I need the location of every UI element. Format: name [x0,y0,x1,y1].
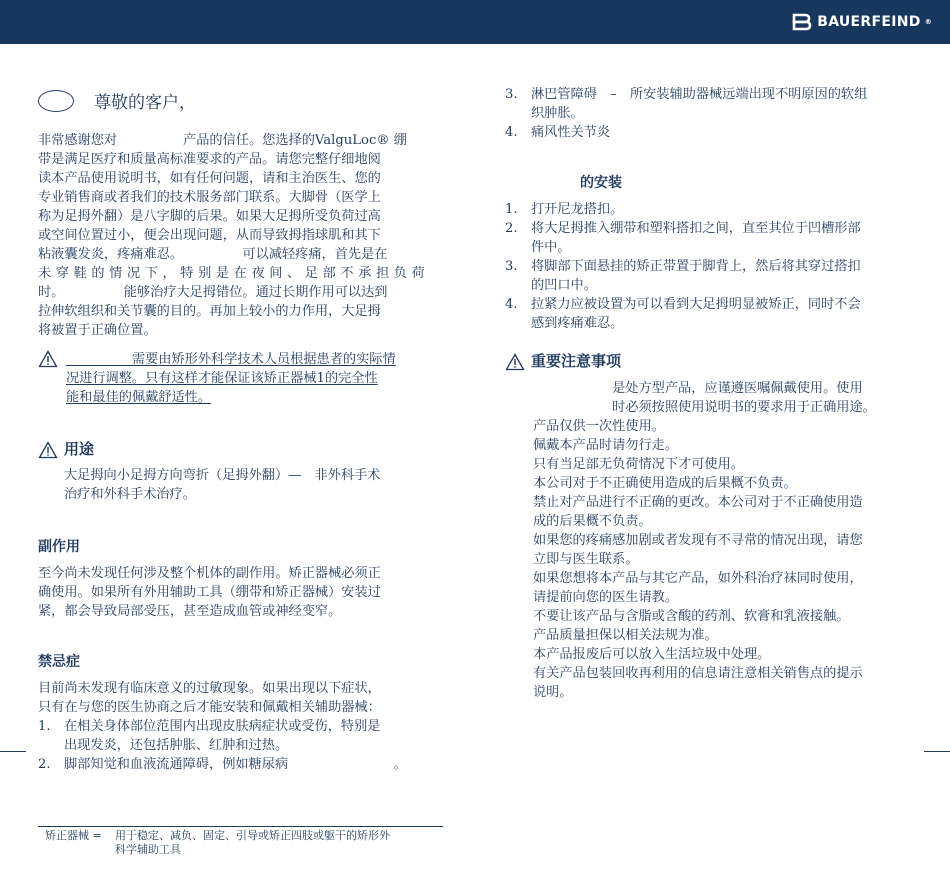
fitting-warning [38,350,444,407]
side-effects-line: 至今尚未发现任何涉及整个机体的副作用。矫正器械必须正 [38,566,381,581]
notes-line: 本产品报废后可以放入生活垃圾中处理。 [533,647,771,662]
footnote-divider [38,826,443,827]
intro-line: 称为足拇外翻）是八字脚的后果。如果大足拇所受负荷过高 [38,209,381,224]
list-item [505,123,913,142]
greeting-row [38,88,196,113]
installation-list [505,200,913,333]
contraindications-heading: 禁忌症 [38,654,80,670]
intro-line: 未穿鞋的情况下，特别是在夜间、足部不承担负荷 [38,266,430,281]
intro-line: 或空间位置过小，便会出现问题，从而导致拇指球肌和其下 [38,228,381,243]
usage-line: 大足拇向小足拇方向弯折（足拇外翻）— 非外科手术 [64,468,381,483]
brand-reg: ® [924,18,932,26]
footnote-term: 矫正器械 = [45,829,102,842]
list-line: 脚部知觉和血液流通障碍，例如糖尿病 。 [64,757,407,772]
notes-line: 说明。 [533,685,573,700]
list-line: 将大足拇推入绷带和塑料搭扣之间，直至其位于凹槽形部 [531,221,861,236]
notes-line: 禁止对产品进行不正确的更改。本公司对于不正确使用造 [533,495,863,510]
intro-line: 粘液囊发炎，疼痛难忍。 可以减轻疼痛，首先是在 [38,247,388,262]
list-item [505,85,913,123]
footnote-line: 用于稳定、减负、固定、引导或矫正四肢或躯干的矫形外 [115,829,390,842]
list-line: 在相关身体部位范围内出现皮肤病症状或受伤，特别是 [64,719,381,734]
greeting: 尊敬的客户， [94,93,196,113]
notes-line: 只有当足部无负荷情况下才可使用。 [533,457,744,472]
warning-icon [505,353,525,371]
intro-line: 将被置于正确位置。 [38,323,157,338]
bauerfeind-logo-icon [791,11,813,33]
list-item [505,219,913,257]
important-notes-heading: 重要注意事项 [531,352,622,370]
list-item [38,755,444,774]
intro-paragraph [38,131,444,340]
list-number: 4. [505,125,518,140]
contraindications-list-continued [505,85,913,142]
notes-line: 是处方型产品，应谨遵医嘱佩戴使用。使用 [533,381,863,396]
list-line: 出现发炎，还包括肿胀、红肿和过热。 [64,738,289,753]
contraindications-list [38,717,444,774]
list-line: 件中。 [531,240,571,255]
usage-heading: 用途 [64,440,95,458]
list-number: 1. [38,719,51,734]
list-line: 淋巴管障碍 – 所安装辅助器械远端出现不明原因的软组 [531,87,868,102]
contraindications-line: 只有在与您的医生协商之后才能安装和佩戴相关辅助器械： [38,700,381,715]
contraindications-section [38,653,444,774]
notes-line: 如果您想将本产品与其它产品，如外科治疗袜同时使用， [533,571,863,586]
list-number: 3. [505,87,518,102]
list-number: 1. [505,202,518,217]
notes-line: 不要让该产品与含脂或含酸的药剂、软膏和乳液接触。 [533,609,850,624]
notes-line: 佩戴本产品时请勿行走。 [533,438,679,453]
page-edge-mark-right [924,751,950,752]
installation-section [505,174,913,333]
footnote [45,829,435,857]
page-edge-mark-left [0,751,26,752]
side-effects-line: 确使用。如果所有外用辅助工具（绷带和矫正器械）安装过 [38,585,381,600]
notes-line: 成的后果概不负责。 [533,514,652,529]
notes-line: 如果您的疼痛感加剧或者发现有不寻常的情况出现，请您 [533,533,863,548]
notes-line: 产品质量担保以相关法规为准。 [533,628,718,643]
contraindications-line: 目前尚未发现有临床意义的过敏现象。如果出现以下症状， [38,681,381,696]
notes-line: 请提前向您的医生请教。 [533,590,679,605]
intro-line: 非常感谢您对 产品的信任。您选择的ValguLoc® 绷 [38,133,407,148]
intro-line: 时。 能够治疗大足拇错位。通过长期作用可以达到 [38,285,388,300]
usage-line: 治疗和外科手术治疗。 [64,487,196,502]
notes-line: 时必须按照使用说明书的要求用于正确用途。 [533,400,876,415]
notes-line: 本公司对于不正确使用造成的后果概不负责。 [533,476,797,491]
header-bar [0,0,950,44]
warning-line: 需要由矫形外科学技术人员根据患者的实际情 [66,352,396,367]
warning-line: 能和最佳的佩戴舒适性。 [66,390,212,405]
list-line: 将脚部下面悬挂的矫正带置于脚背上，然后将其穿过搭扣 [531,259,861,274]
list-item [505,295,913,333]
contraindications-continued [505,85,913,142]
intro-line: 专业销售商或者我们的技术服务部门联系。大脚骨（医学上 [38,190,381,205]
usage-section [38,440,444,504]
side-effects-heading: 副作用 [38,539,80,555]
brand-name: BAUERFEIND [817,14,921,30]
list-line: 感到疼痛难忍。 [531,316,624,331]
list-line: 的凹口中。 [531,278,597,293]
list-line: 痛风性关节炎 [531,125,611,140]
installation-heading: 的安装 [580,175,622,191]
footnote-line: 科学辅助工具 [115,843,181,856]
intro-line: 读本产品使用说明书，如有任何问题，请和主治医生、您的 [38,171,381,186]
warning-line: 况进行调整。只有这样才能保证该矫正器械1的完全性 [66,371,378,386]
list-line: 拉紧力应被设置为可以看到大足拇明显被矫正，同时不会 [531,297,861,312]
notes-line: 产品仅供一次性使用。 [533,419,665,434]
list-item [505,200,913,219]
list-number: 4. [505,297,518,312]
side-effects-line: 紧，都会导致局部受压，甚至造成血管或神经变窄。 [38,604,342,619]
warning-icon [38,350,58,368]
bauerfeind-logo [791,9,932,35]
intro-line: 带是满足医疗和质量高标准要求的产品。请您完整仔细地阅 [38,152,381,167]
list-line: 织肿胀。 [531,106,584,121]
notes-line: 有关产品包装回收再利用的信息请注意相关销售点的提示 [533,666,863,681]
important-notes-section [505,352,913,702]
list-item [505,257,913,295]
intro-line: 拉伸软组织和关节囊的目的。再加上较小的力作用，大足拇 [38,304,381,319]
list-number: 2. [505,221,518,236]
language-oval-icon [38,90,74,112]
side-effects-section [38,538,444,621]
list-number: 3. [505,259,518,274]
warning-icon [38,441,58,459]
list-line: 打开尼龙搭扣。 [531,202,624,217]
list-item [38,717,444,755]
notes-line: 立即与医生联系。 [533,552,639,567]
list-number: 2. [38,757,51,772]
